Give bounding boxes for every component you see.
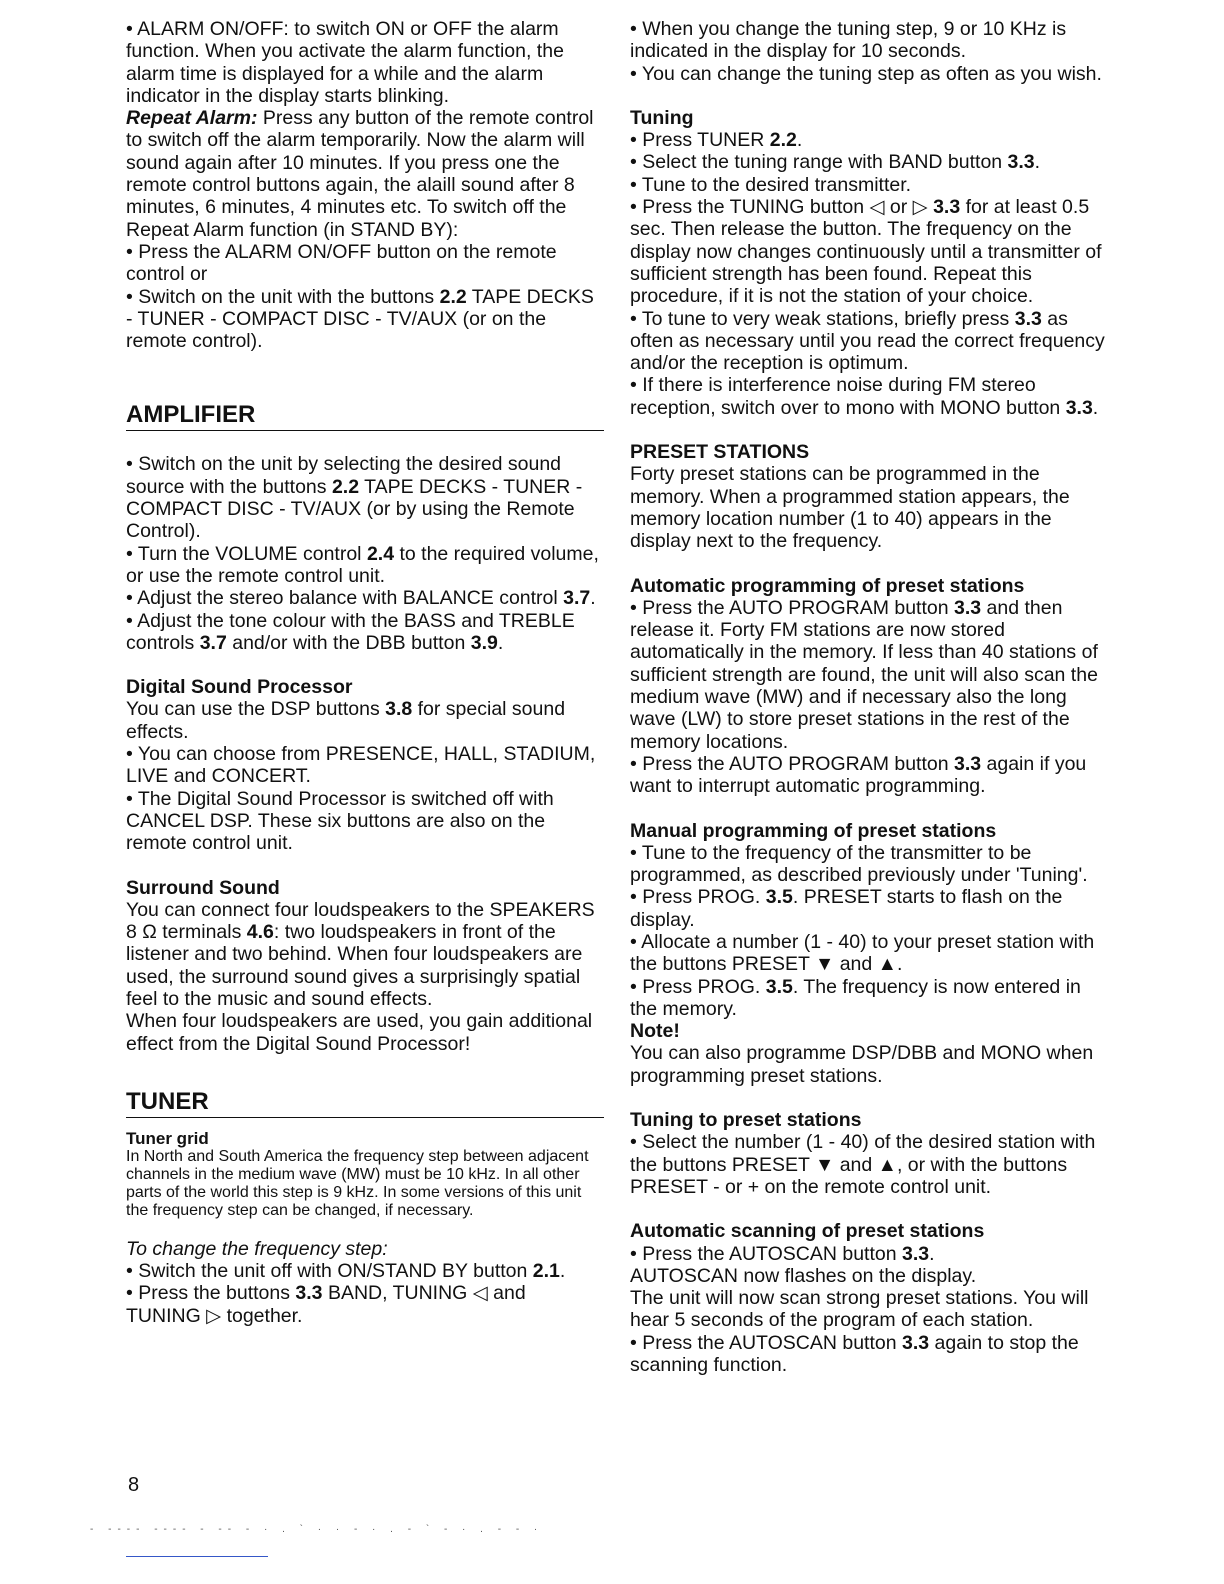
scan-bullet-2: • Press the AUTOSCAN button 3.3 again to stop the scanning function. [630,1331,1079,1377]
repeat-bullet-2: • Switch on the unit with the buttons 2.2 TAPE DECKS - TUNER - COMPACT DISC - TV/AUX (or on the remote control). [126,285,594,353]
tuning-bullet-6: • If there is interference noise during FM stereo reception, switch over to mono with MONO button 3.3. [630,374,1099,419]
left-column [126,18,604,1327]
tuner-heading: TUNER [126,1087,604,1118]
step-heading: To change the frequency step: [126,1237,388,1260]
auto-bullet-2: • Press the AUTO PROGRAM button 3.3 again if you want to interrupt automatic programming. [630,752,1087,798]
amplifier-heading: AMPLIFIER [126,400,604,431]
tuning-bullet-4: • Press the TUNING button ◁ or ▷ 3.3 for at least 0.5 sec. Then release the button. The frequency on the display now changes continuously until a transmitter of sufficient strength has been found. Repeat this procedure, if it is not the station of your choice. [630,196,1102,308]
amp-bullet-1: • Switch on the unit by selecting the desired sound source with the buttons 2.2 TAPE DECKS - TUNER - COMPACT DISC - TV/AUX (or by using the Remote Control). [126,453,583,543]
tuning-heading: Tuning [630,106,694,129]
repeat-alarm-paragraph: Repeat Alarm: Press any button of the remote control to switch off the alarm temporarily. Now the alarm will sound again after 10 minutes. If you press one the remote control buttons again, the alaill sound after 8 minutes, 6 minutes, 4 minutes etc. To switch off the Repeat Alarm function (in STAND BY): [126,107,594,241]
amp-bullet-2: • Turn the VOLUME control 2.4 to the required volume, or use the remote control unit. [126,542,599,587]
alarm-paragraph: • ALARM ON/OFF: to switch ON or OFF the alarm function. When you activate the alarm function, the alarm time is displayed for a while and the alarm indicator in the display starts blinking. [126,18,564,107]
repeat-alarm-label: Repeat Alarm: [126,107,258,130]
note-paragraph: You can also programme DSP/DBB and MONO when programming preset stations. [630,1042,1094,1087]
dsp-heading: Digital Sound Processor [126,676,353,699]
manual-bullet-1: • Tune to the frequency of the transmitter to be programmed, as described previously under 'Tuning'. [630,841,1088,887]
note-label: Note! [630,1020,680,1043]
tuning-preset-bullet: • Select the number (1 - 40) of the desired station with the buttons PRESET ▼ and ▲, or with the buttons PRESET - or + on the remote control unit. [630,1131,1096,1198]
scan-paragraph-2: The unit will now scan strong preset stations. You will hear 5 seconds of the program of each station. [630,1287,1089,1332]
dsp-bullet-1: • You can choose from PRESENCE, HALL, STADIUM, LIVE and CONCERT. [126,743,596,788]
preset-heading: PRESET STATIONS [630,441,810,464]
amp-bullet-3: • Adjust the stereo balance with BALANCE control 3.7. [126,587,596,610]
page-number: 8 [128,1474,140,1496]
tuning-preset-heading: Tuning to preset stations [630,1109,862,1132]
step-bullet-4: • You can change the tuning step as often as you wish. [630,62,1102,85]
auto-program-heading: Automatic programming of preset stations [630,574,1025,597]
dsp-paragraph: You can use the DSP buttons 3.8 for special sound effects. [126,698,566,743]
surround-heading: Surround Sound [126,876,280,899]
tuner-grid-paragraph: In North and South America the frequency step between adjacent channels in the medium wave (MW) must be 10 kHz. In all other parts of the world this step is 9 kHz. In some versions of this unit the frequency step can be changed, if necessary. [126,1147,589,1219]
surround-paragraph: You can connect four loudspeakers to the SPEAKERS 8 Ω terminals 4.6: two loudspeakers in front of the listener and two behind. When four loudspeakers are used, the surround sound gives a surprisingly spatial feel to the music and sound effects. [126,898,595,1010]
footer-rule [126,1556,268,1557]
manual-program-heading: Manual programming of preset stations [630,819,997,842]
tuning-bullet-3: • Tune to the desired transmitter. [630,173,912,196]
preset-paragraph: Forty preset stations can be programmed in the memory. When a programmed station appears, the memory location number (1 to 40) appears in the display next to the frequency. [630,463,1070,553]
tuning-bullet-2: • Select the tuning range with BAND button 3.3. [630,151,1041,174]
tuning-bullet-5: • To tune to very weak stations, briefly press 3.3 as often as necessary until you read the correct frequency and/or the reception is optimum. [630,307,1105,375]
autoscan-heading: Automatic scanning of preset stations [630,1220,985,1243]
scan-noise: - ---- ---- - -- - · . ` · · - · . - ` - · . - - · [90,1524,544,1535]
tuner-grid-heading: Tuner grid [126,1128,209,1148]
scan-bullet-1: • Press the AUTOSCAN button 3.3. [630,1242,935,1265]
scan-paragraph-1: AUTOSCAN now flashes on the display. [630,1264,977,1287]
manual-bullet-3: • Allocate a number (1 - 40) to your preset station with the buttons PRESET ▼ and ▲. [630,930,1095,976]
surround-paragraph-2: When four loudspeakers are used, you gain additional effect from the Digital Sound Processor! [126,1010,593,1055]
right-column [630,18,1110,1376]
step-bullet-2: • Press the buttons 3.3 BAND, TUNING ◁ and TUNING ▷ together. [126,1282,526,1327]
tuning-bullet-1: • Press TUNER 2.2. [630,129,803,152]
manual-bullet-4: • Press PROG. 3.5. The frequency is now entered in the memory. [630,975,1081,1020]
dsp-bullet-2: • The Digital Sound Processor is switched off with CANCEL DSP. These six buttons are also on the remote control unit. [126,787,554,855]
step-bullet-3: • When you change the tuning step, 9 or 10 KHz is indicated in the display for 10 seconds. [630,18,1067,63]
step-bullet-1: • Switch the unit off with ON/STAND BY button 2.1. [126,1260,566,1283]
repeat-bullet-1: • Press the ALARM ON/OFF button on the remote control or [126,240,557,286]
amp-bullet-4: • Adjust the tone colour with the BASS and TREBLE controls 3.7 and/or with the DBB button 3.9. [126,609,575,654]
auto-bullet-1: • Press the AUTO PROGRAM button 3.3 and then release it. Forty FM stations are now stored automatically in the memory. If less than 40 stations of sufficient strength are found, the unit will also scan the medium wave (MW) and if necessary also the long wave (LW) to store preset stations in the rest of the memory locations. [630,596,1098,753]
manual-bullet-2: • Press PROG. 3.5. PRESET starts to flash on the display. [630,886,1063,931]
